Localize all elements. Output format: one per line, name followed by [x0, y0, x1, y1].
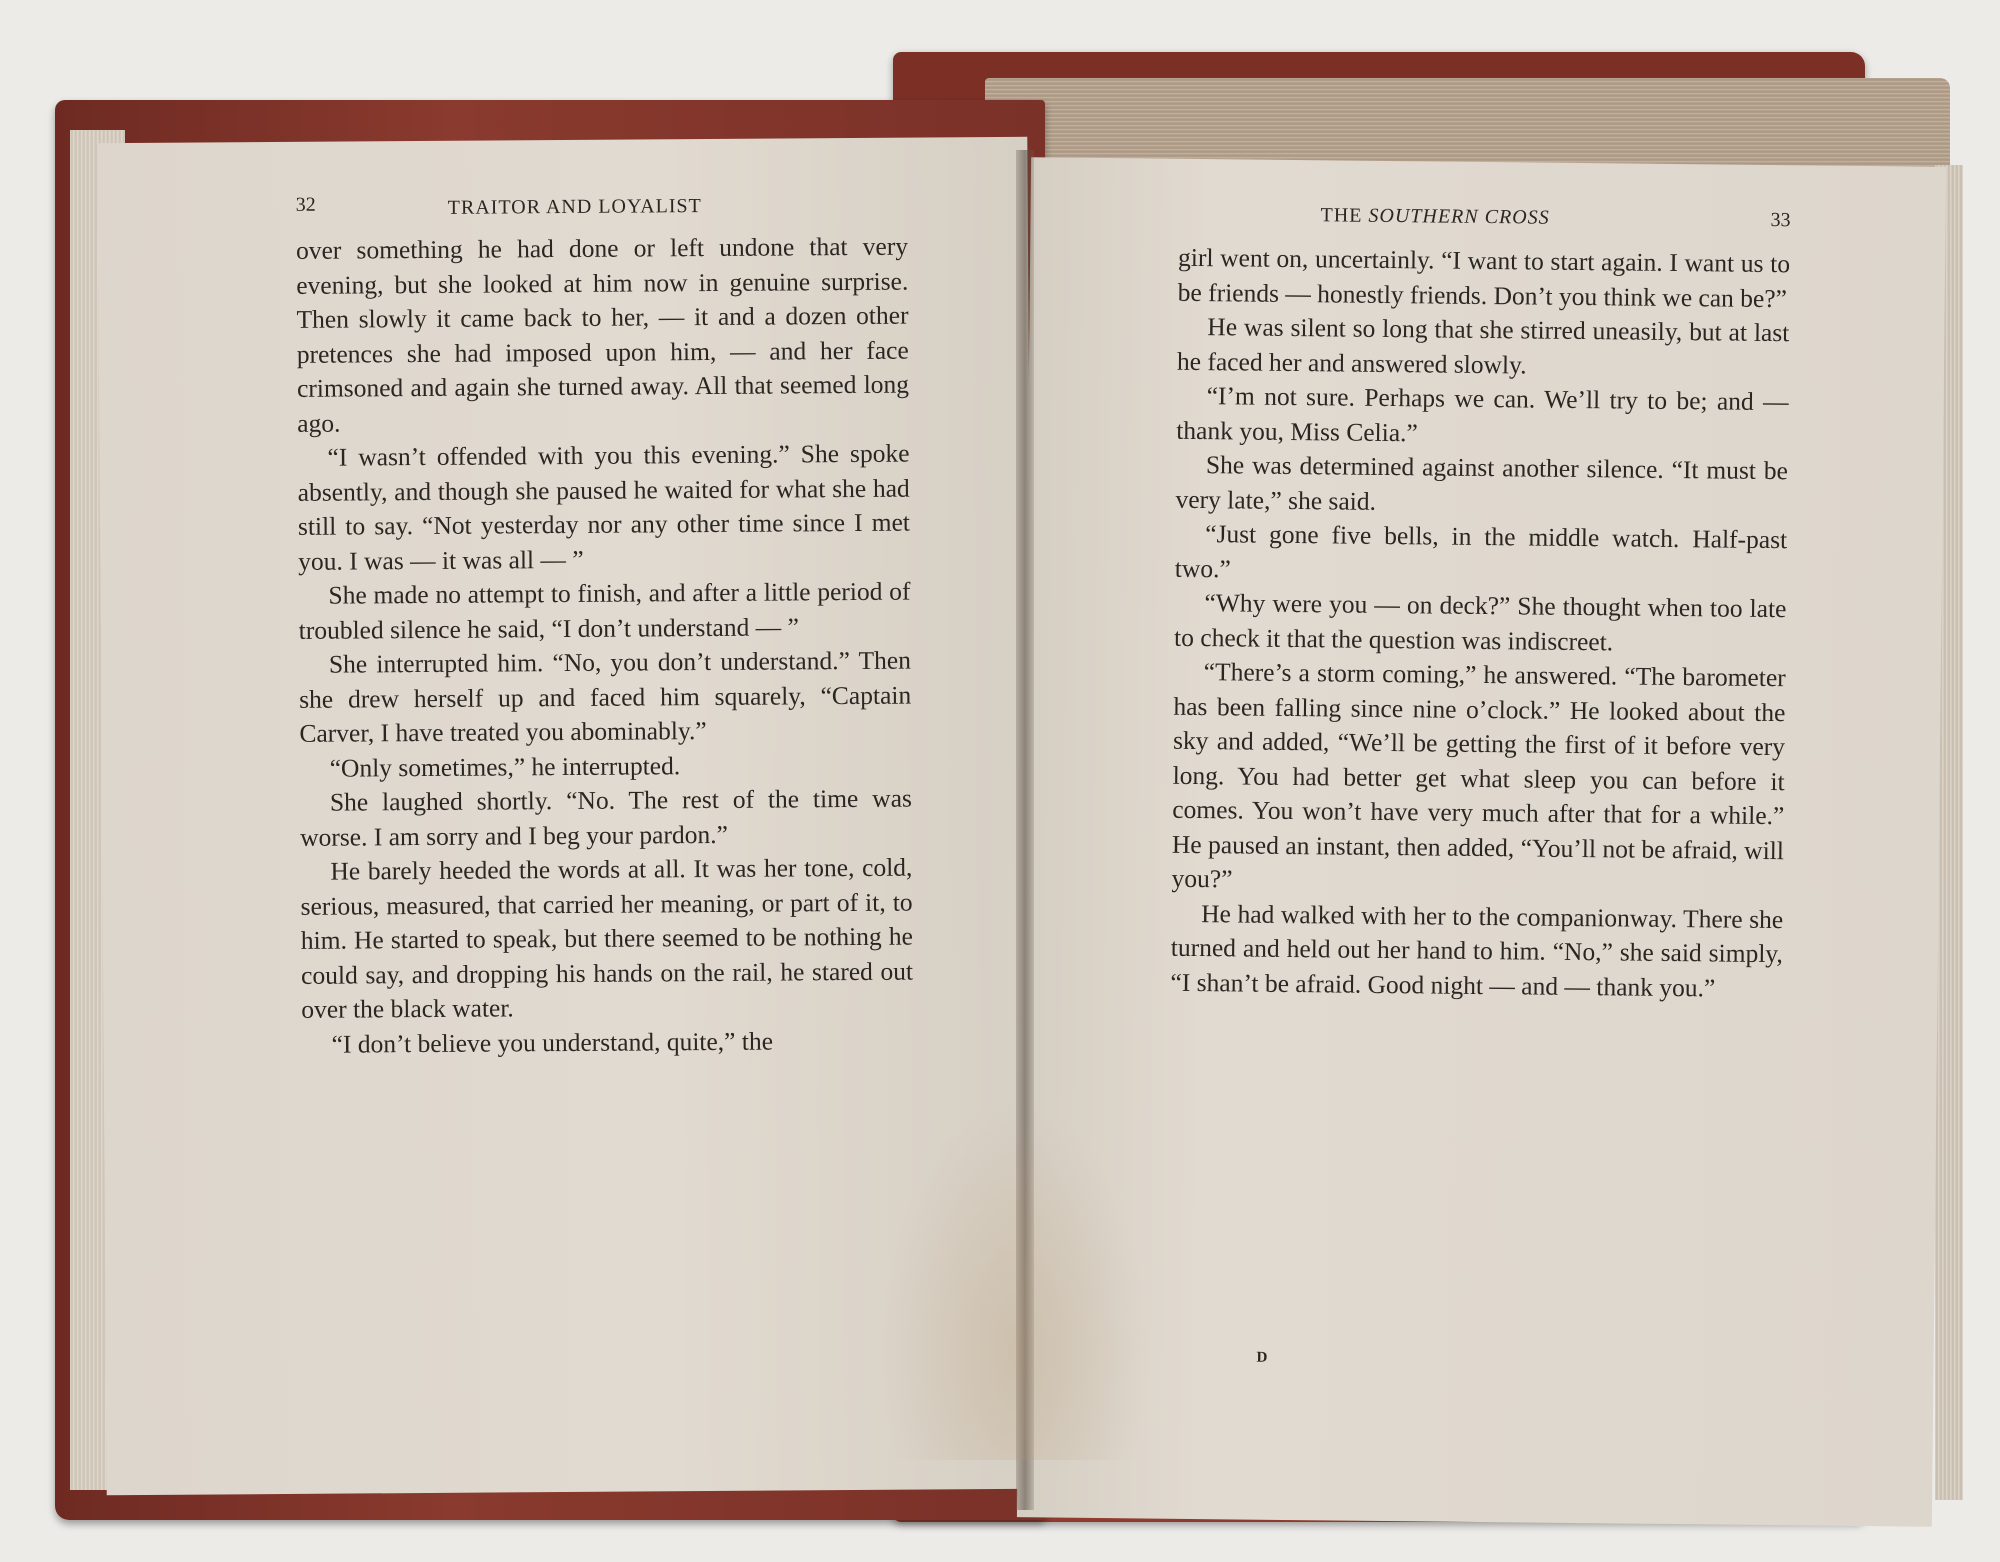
right-running-head	[1320, 204, 1549, 229]
running-head-prefix: THE	[1320, 204, 1363, 227]
running-head-title: SOUTHERN CROSS	[1368, 204, 1550, 229]
left-page	[97, 137, 1036, 1495]
left-page-body	[296, 230, 914, 1062]
paragraph: He had walked with her to the companionway. There she turned and held out her hand to him. “No,” she said simply, “I shan’t be afraid. Good night — and — thank you.”	[1170, 898, 1784, 1002]
paragraph: “Just gone five bells, in the middle watch. Half-past two.”	[1174, 519, 1788, 583]
page-block-top-edge	[985, 78, 1950, 170]
right-page	[1017, 157, 1946, 1527]
paragraph: “Why were you — on deck?” She thought when too late to check it that the question was indiscreet.	[1173, 588, 1787, 656]
right-page-body	[1170, 241, 1790, 1006]
paragraph: He barely heeded the words at all. It was her tone, cold, serious, measured, that carried her meaning, or part of it, to him. He started to speak, but there seemed to be nothing he could say, and dropping his hands on the rail, he stared out over the black water.	[300, 852, 914, 1024]
paragraph: “There’s a storm coming,” he answered. “The barometer has been falling since nine o’clock.” He looked about the sky and added, “We’ll be getting the first of it before very long. You had better get what sleep you can before it comes. You won’t have very much after that for a while.” He paused an instant, then added, “You’ll not be afraid, will you?”	[1171, 657, 1786, 894]
paragraph: “I’m not sure. Perhaps we can. We’ll try to be; and — thank you, Miss Celia.”	[1176, 381, 1789, 447]
paragraph: She was determined against another silence. “It must be very late,” she said.	[1175, 450, 1789, 516]
left-page-number: 32	[295, 193, 316, 216]
left-running-head: TRAITOR AND LOYALIST	[447, 195, 702, 219]
paragraph: “I don’t believe you understand, quite,” the	[331, 1026, 774, 1059]
paragraph: “Only sometimes,” he interrupted.	[329, 750, 681, 783]
gutter	[1016, 150, 1034, 1510]
paragraph: over something he had done or left undone that very evening, but she looked at him now in genuine surprise. Then slowly it came back to her, — it and a dozen other pretences she had imposed upon him, — and her face crimsoned and again she turned away. All that seemed long ago.	[295, 231, 910, 438]
signature-mark: D	[1256, 1349, 1268, 1366]
paragraph: She made no attempt to finish, and after a little period of troubled silence he said, “I don’t understand — ”	[298, 576, 911, 645]
paragraph: She interrupted him. “No, you don’t understand.” Then she drew herself up and faced him squarely, “Captain Carver, I have treated you abominably.”	[299, 645, 912, 748]
paragraph: girl went on, uncertainly. “I want to start again. I want us to be friends — honestly friends. Don’t you think we can be?”	[1177, 242, 1791, 313]
paragraph: She laughed shortly. “No. The rest of the time was worse. I am sorry and I beg your pardon.”	[300, 783, 912, 852]
paragraph: “I wasn’t offended with you this evening.” She spoke absently, and though she paused he waited for what she had still to say. “Not yesterday nor any other time since I met you. I was — it was all — ”	[297, 438, 911, 576]
paragraph: He was silent so long that she stirred uneasily, but at last he faced her and answered slowly.	[1176, 312, 1790, 379]
right-page-number: 33	[1770, 208, 1791, 232]
